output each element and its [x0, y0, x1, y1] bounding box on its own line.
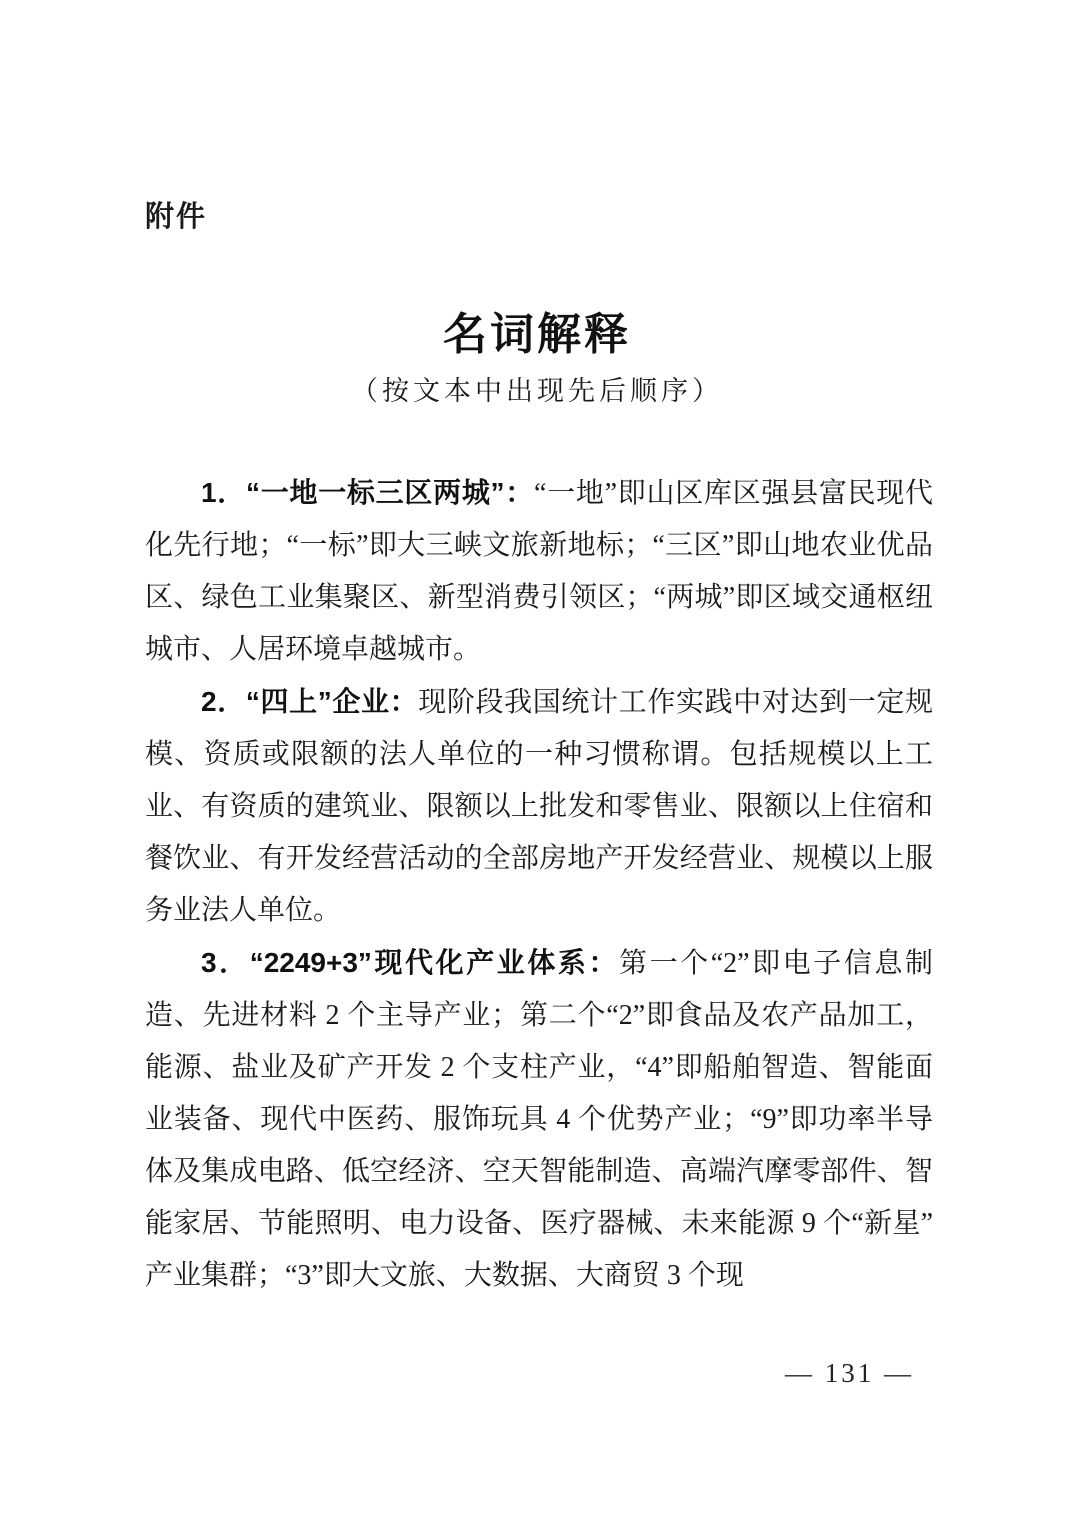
- definitions-list: [145, 467, 933, 1302]
- definition-body-3: 第一个“2”即电子信息制造、先进材料 2 个主导产业；第二个“2”即食品及农产品加工，能源、盐业及矿产开发 2 个支柱产业，“4”即船舶智造、智能面业装备、现代中医药、服饰玩具 4 个优势产业；“9”即功率半导体及集成电路、低空经济、空天智能制造、高端汽摩零部件、智能家居、节能照明、电力设备、医疗器械、未来能源 9 个“新星”产业集群；“3”即大文旅、大数据、大商贸 3 个现: [145, 948, 933, 1291]
- page-title: 名词解释: [443, 310, 631, 359]
- definition-paragraph-2: [145, 676, 933, 937]
- page-subtitle: （按文本中出现先后顺序）: [351, 376, 723, 406]
- definition-term-1: 1．“一地一标三区两城”：: [201, 477, 534, 508]
- definition-paragraph-3: [145, 937, 933, 1302]
- page-number: — 131 —: [785, 1358, 914, 1388]
- definition-body-1: “一地”即山区库区强县富民现代化先行地；“一标”即大三峡文旅新地标；“三区”即山地农业优品区、绿色工业集聚区、新型消费引领区；“两城”即区域交通枢纽城市、人居环境卓越城市。: [145, 478, 934, 665]
- definition-body-2: 现阶段我国统计工作实践中对达到一定规模、资质或限额的法人单位的一种习惯称谓。包括规模以上工业、有资质的建筑业、限额以上批发和零售业、限额以上住宿和餐饮业、有开发经营活动的全部房地产开发经营业、规模以上服务业法人单位。: [145, 687, 933, 926]
- attachment-label: 附件: [145, 201, 208, 233]
- definition-term-3: 3．“2249+3”现代化产业体系：: [201, 947, 620, 978]
- definition-term-2: 2．“四上”企业：: [201, 686, 419, 717]
- definition-paragraph-1: [145, 467, 933, 676]
